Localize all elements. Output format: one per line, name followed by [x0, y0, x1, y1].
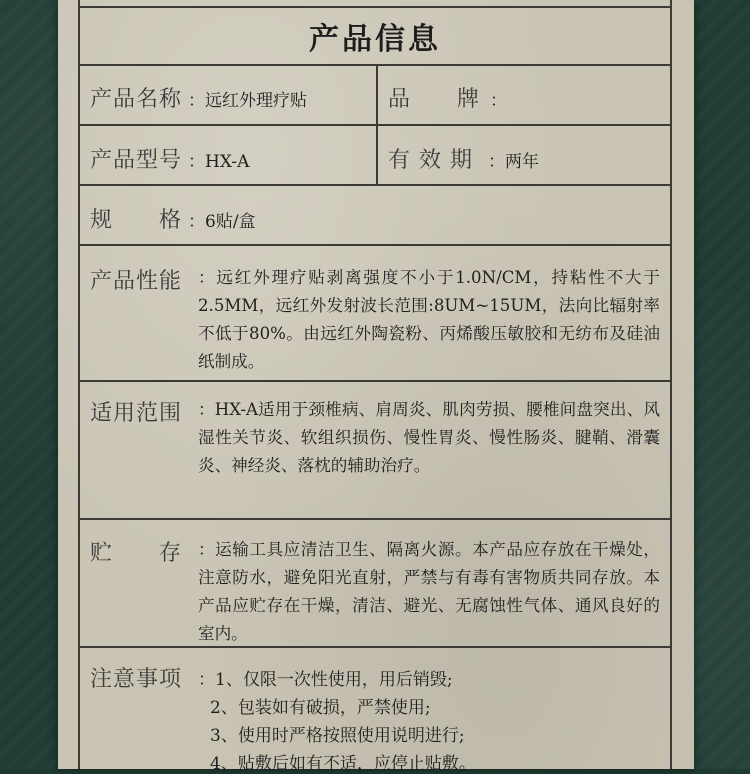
model-label: 产品型号	[90, 148, 183, 173]
performance-row	[80, 244, 670, 380]
notes-item: 4、贴敷后如有不适，应停止贴敷。	[210, 754, 476, 774]
notes-row	[80, 646, 670, 774]
spec-row	[80, 184, 670, 244]
column-divider	[376, 66, 378, 124]
spec-value: ：6贴/盒	[188, 212, 256, 232]
name-label: 产品名称	[90, 87, 183, 112]
storage-label: 贮 存	[90, 541, 183, 566]
scope-label: 适用范围	[90, 401, 183, 426]
model-value: ：HX-A	[188, 152, 250, 172]
notes-item: 2、包装如有破损，严禁使用;	[210, 698, 431, 718]
model-validity-row	[80, 124, 670, 184]
scope-row	[80, 380, 670, 518]
notes-label: 注意事项	[90, 667, 183, 692]
product-info-sheet	[78, 0, 672, 774]
scope-text: ：HX-A适用于颈椎病、肩周炎、肌肉劳损、腰椎间盘突出、风湿性关节炎、软组织损伤、慢性胃炎、慢性肠炎、腱鞘、滑囊炎、神经炎、落枕的辅助治疗。	[198, 400, 660, 475]
brand-label: 品 牌	[388, 87, 481, 112]
title-row	[80, 6, 670, 64]
spec-label: 规 格	[90, 208, 183, 233]
performance-text: ：远红外理疗贴剥离强度不小于1.0N/CM，持粘性不大于2.5MM，远红外发射波长范围:8UM~15UM，法向比辐射率不低于80%。由远红外陶瓷粉、丙烯酸压敏胶和无纺布及硅油纸制成。	[198, 268, 660, 371]
validity-label: 有 效 期	[388, 148, 473, 173]
storage-text: ：运输工具应清洁卫生、隔离火源。本产品应存放在干燥处，注意防水，避免阳光直射，严禁与有毒有害物质共同存放。本产品应贮存在干燥，清洁、避光、无腐蚀性气体、通风良好的室内。	[198, 540, 660, 643]
brand-value: ：	[490, 91, 507, 111]
name-value: ：远红外理疗贴	[188, 91, 307, 111]
notes-item: ：1、仅限一次性使用，用后销毁;	[198, 670, 453, 690]
storage-row	[80, 518, 670, 646]
column-divider	[376, 126, 378, 184]
notes-item: 3、使用时严格按照使用说明进行;	[210, 726, 465, 746]
name-brand-row	[80, 64, 670, 124]
validity-value: ：两年	[488, 152, 539, 172]
page-title: 产品信息	[309, 22, 441, 57]
performance-label: 产品性能	[90, 269, 183, 294]
